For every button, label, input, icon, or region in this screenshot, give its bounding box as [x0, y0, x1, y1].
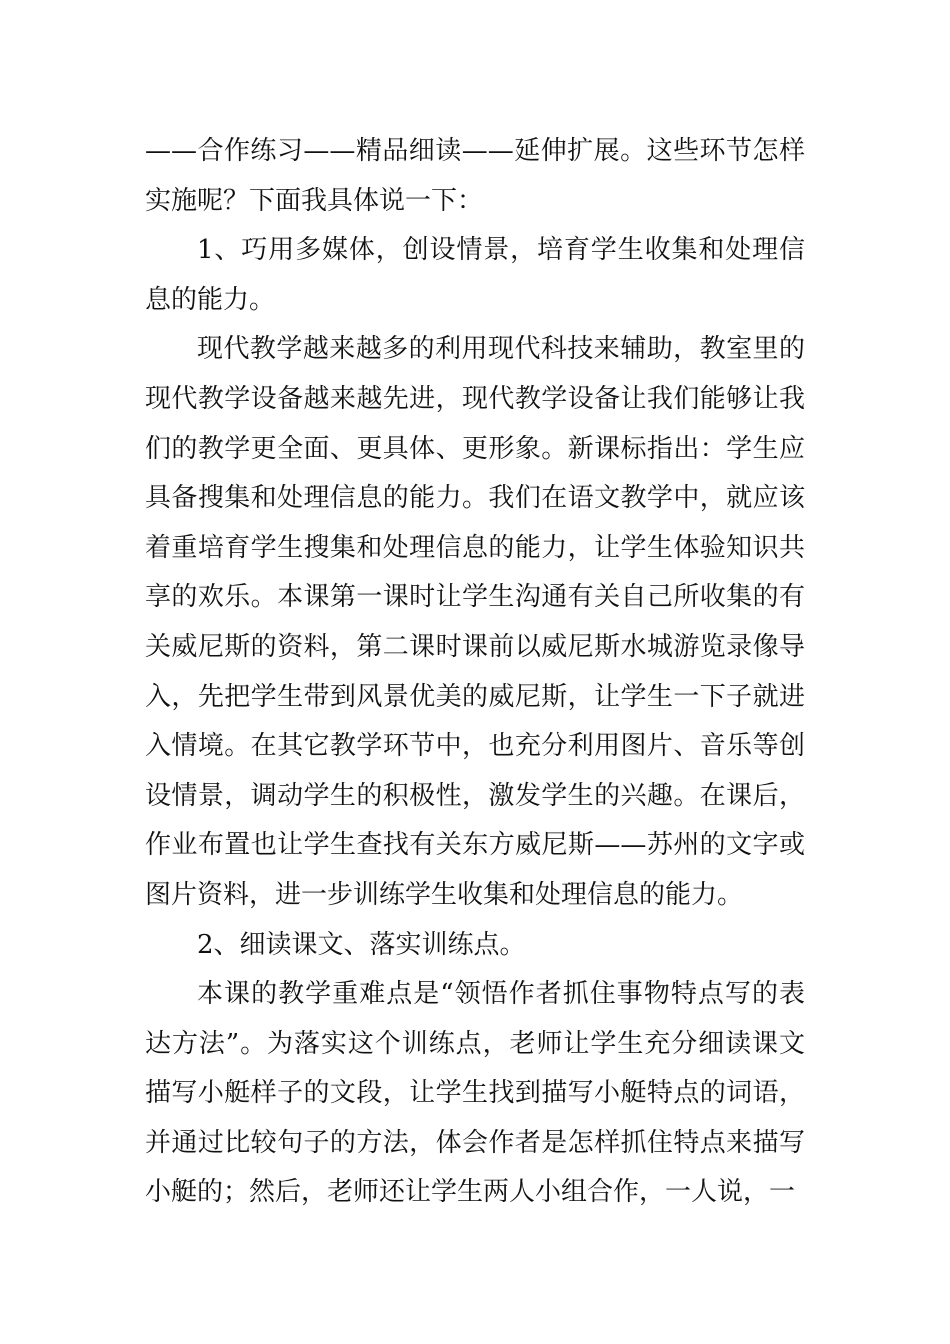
paragraph-heading-1: 1、巧用多媒体，创设情景，培育学生收集和处理信息的能力。 [145, 235, 805, 315]
paragraph-heading-2: 2、细读课文、落实训练点。 [197, 929, 526, 960]
paragraph-body-2: 本课的教学重难点是“领悟作者抓住事物特点写的表达方法”。为落实这个训练点，老师让学生充分细读课文描写小艇样子的文段，让学生找到描写小艇特点的词语，并通过比较句子的方法，体会作者是怎样抓住特点来描写小艇的；然后，老师还让学生两人小组合作，一人说，一 [145, 979, 805, 1208]
paragraph-body-1: 现代教学越来越多的利用现代科技来辅助，教室里的现代教学设备越来越先进，现代教学设备让我们能够让我们的教学更全面、更具体、更形象。新课标指出：学生应具备搜集和处理信息的能力。我们在语文教学中，就应该着重培育学生搜集和处理信息的能力，让学生体验知识共享的欢乐。本课第一课时让学生沟通有关自己所收集的有关威尼斯的资料，第二课时课前以威尼斯水城游览录像导入，先把学生带到风景优美的威尼斯，让学生一下子就进入情境。在其它教学环节中，也充分利用图片、音乐等创设情景，调动学生的积极性，激发学生的兴趣。在课后，作业布置也让学生查找有关东方威尼斯——苏州的文字或图片资料，进一步训练学生收集和处理信息的能力。 [145, 334, 805, 910]
paragraph-continuation: ——合作练习——精品细读——延伸扩展。这些环节怎样实施呢？下面我具体说一下： [145, 136, 805, 216]
document-body [145, 127, 805, 1218]
